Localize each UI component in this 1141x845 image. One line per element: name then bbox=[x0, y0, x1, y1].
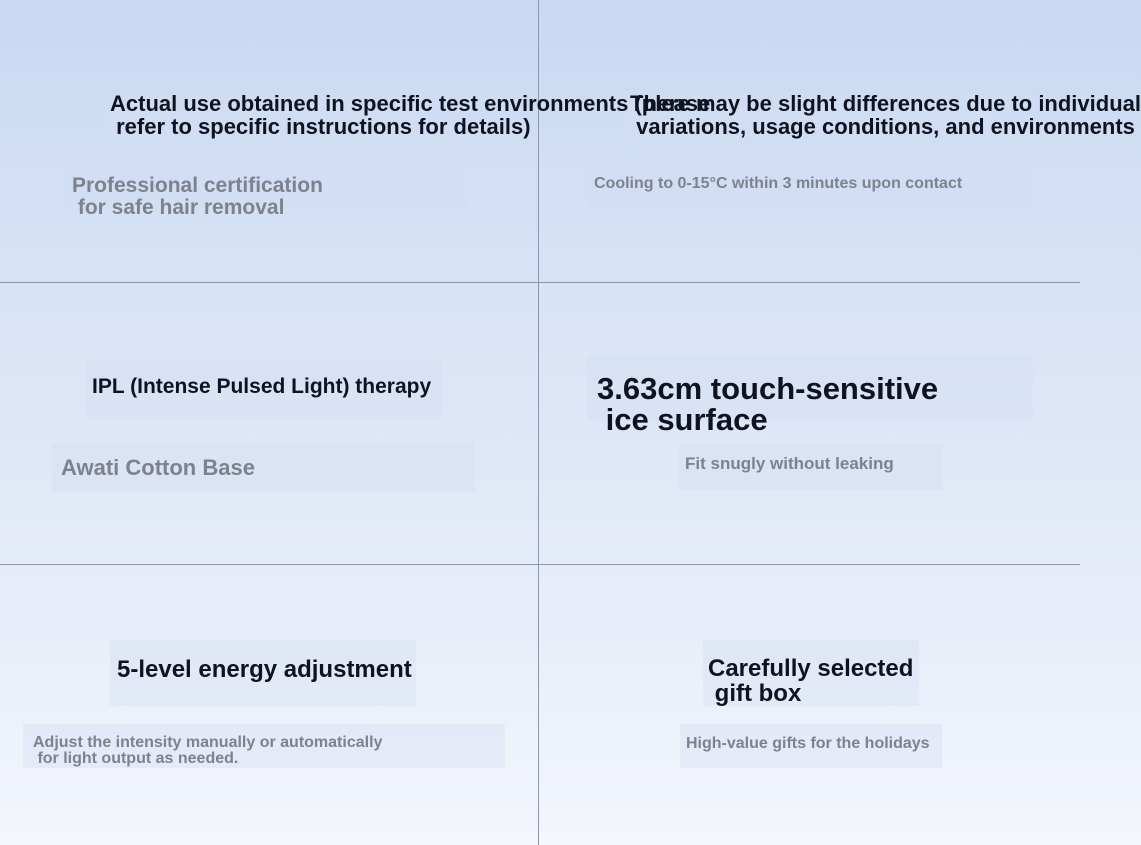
feature-cell-ice-surface bbox=[539, 283, 1080, 564]
feature-cell-individual-variation bbox=[539, 0, 1141, 282]
feature-subtitle: Cooling to 0-15°C within 3 minutes upon contact bbox=[594, 175, 963, 192]
feature-cell-ipl bbox=[0, 283, 538, 564]
feature-cell-test-environment bbox=[0, 0, 711, 282]
feature-title: Carefully selected gift box bbox=[708, 655, 914, 707]
feature-title: 5-level energy adjustment bbox=[117, 656, 412, 683]
feature-cell-energy-levels bbox=[0, 565, 538, 845]
feature-title: There may be slight differences due to individual variations, usage conditions, and environments bbox=[630, 91, 1141, 139]
feature-subtitle: Fit snugly without leaking bbox=[685, 454, 894, 473]
feature-subtitle: Awati Cotton Base bbox=[61, 455, 255, 480]
feature-title: 3.63cm touch-sensitive ice surface bbox=[597, 371, 939, 437]
feature-subtitle: Adjust the intensity manually or automatically for light output as needed. bbox=[33, 734, 383, 767]
feature-subtitle: High-value gifts for the holidays bbox=[686, 735, 930, 752]
feature-title: Actual use obtained in specific test environments (please refer to specific instructions for details) bbox=[110, 91, 711, 139]
feature-cell-gift-box bbox=[539, 565, 1080, 845]
feature-title: IPL (Intense Pulsed Light) therapy bbox=[92, 375, 432, 398]
feature-subtitle: Professional certification for safe hair removal bbox=[72, 174, 323, 219]
